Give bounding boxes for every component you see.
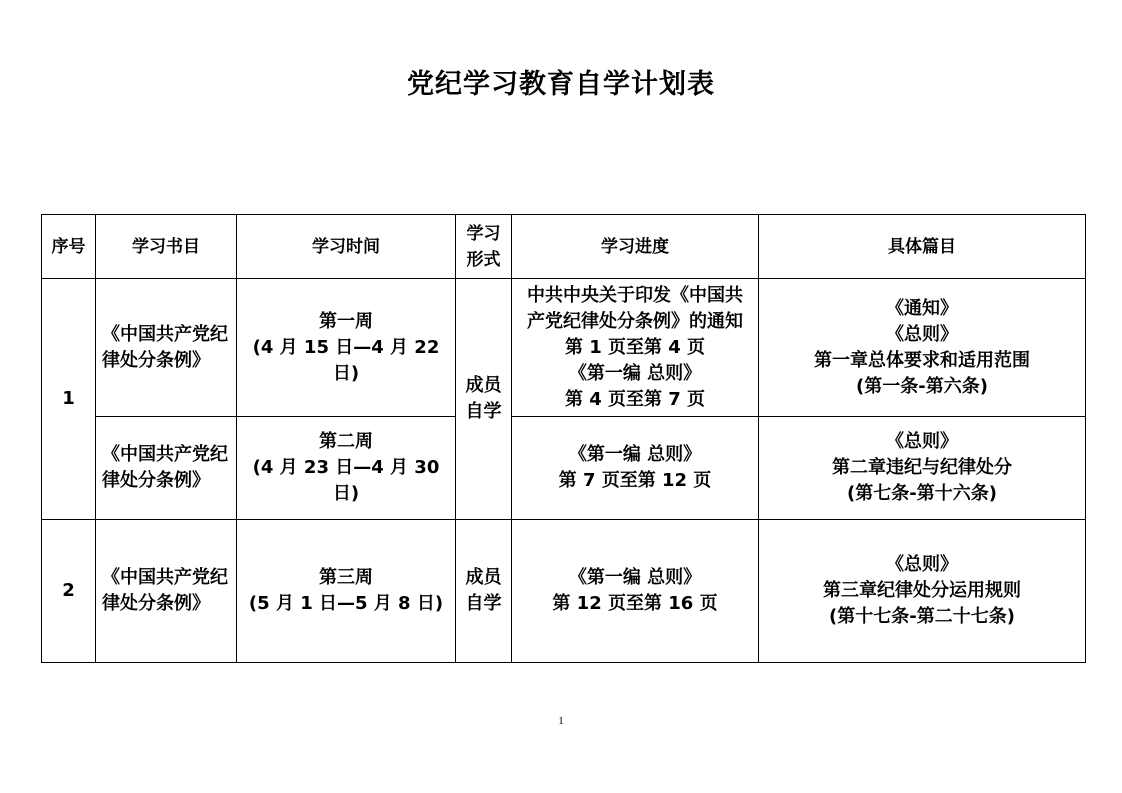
header-chapters: 具体篇目 (759, 215, 1086, 279)
study-plan-table (41, 214, 1086, 663)
form-line1: 成员 (465, 567, 502, 588)
form-line2: 自学 (465, 593, 502, 614)
chapter-line: (第七条-第十六条) (847, 483, 997, 504)
week-label: 第一周 (319, 310, 373, 332)
progress-cell (512, 417, 759, 520)
chapters-cell (759, 417, 1086, 520)
chapter-line: (第一条-第六条) (856, 375, 988, 397)
chapter-line: 《总则》 (886, 431, 958, 452)
chapters-cell (759, 520, 1086, 663)
progress-line: 《第一编 总则》 (568, 567, 702, 588)
chapters-cell (759, 279, 1086, 417)
form-line2: 自学 (465, 401, 502, 422)
table-row (42, 279, 1086, 417)
chapter-line: 《总则》 (886, 323, 958, 345)
document-title: 党纪学习教育自学计划表 (407, 69, 715, 100)
table-header-row (42, 215, 1086, 279)
book-cell (96, 520, 237, 663)
book-title: 《中国共产党纪律处分条例》 (102, 444, 228, 491)
chapter-line: 第二章违纪与纪律处分 (832, 457, 1012, 478)
form-cell (456, 279, 512, 520)
book-title: 《中国共产党纪律处分条例》 (102, 567, 228, 614)
progress-line: 中共中央关于印发《中国共 (527, 284, 743, 306)
progress-cell (512, 279, 759, 417)
progress-line: 第 4 页至第 7 页 (564, 388, 706, 410)
time-cell (237, 520, 456, 663)
form-cell (456, 520, 512, 663)
header-form-line1: 学习 (466, 223, 501, 244)
table-row (42, 520, 1086, 663)
header-progress: 学习进度 (512, 215, 759, 279)
header-form (456, 215, 512, 279)
progress-cell (512, 520, 759, 663)
book-cell (96, 279, 237, 417)
seq-cell: 2 (42, 520, 96, 663)
chapter-line: 第一章总体要求和适用范围 (814, 349, 1030, 371)
date-range: (4 月 15 日—4 月 22 日) (252, 336, 440, 384)
date-range: (4 月 23 日—4 月 30 日) (252, 457, 440, 504)
progress-line: 第 7 页至第 12 页 (558, 470, 712, 491)
book-title: 《中国共产党纪律处分条例》 (102, 323, 228, 371)
header-seq: 序号 (42, 215, 96, 279)
header-time: 学习时间 (237, 215, 456, 279)
chapter-line: 《总则》 (886, 554, 958, 575)
week-label: 第二周 (319, 431, 373, 452)
progress-line: 第 12 页至第 16 页 (552, 593, 718, 614)
date-range: (5 月 1 日—5 月 8 日) (248, 593, 444, 614)
form-line1: 成员 (465, 375, 502, 396)
time-cell (237, 417, 456, 520)
book-cell (96, 417, 237, 520)
page-number: 1 (558, 715, 564, 727)
chapter-line: (第十七条-第二十七条) (829, 606, 1015, 627)
progress-line: 《第一编 总则》 (568, 362, 702, 384)
time-cell (237, 279, 456, 417)
progress-line: 产党纪律处分条例》的通知 (527, 310, 743, 332)
seq-cell: 1 (42, 279, 96, 520)
chapter-line: 《通知》 (886, 297, 958, 319)
progress-line: 《第一编 总则》 (568, 444, 702, 465)
progress-line: 第 1 页至第 4 页 (564, 336, 706, 358)
table-row (42, 417, 1086, 520)
header-form-line2: 形式 (466, 249, 501, 270)
week-label: 第三周 (319, 567, 373, 588)
chapter-line: 第三章纪律处分运用规则 (823, 580, 1021, 601)
header-book: 学习书目 (96, 215, 237, 279)
